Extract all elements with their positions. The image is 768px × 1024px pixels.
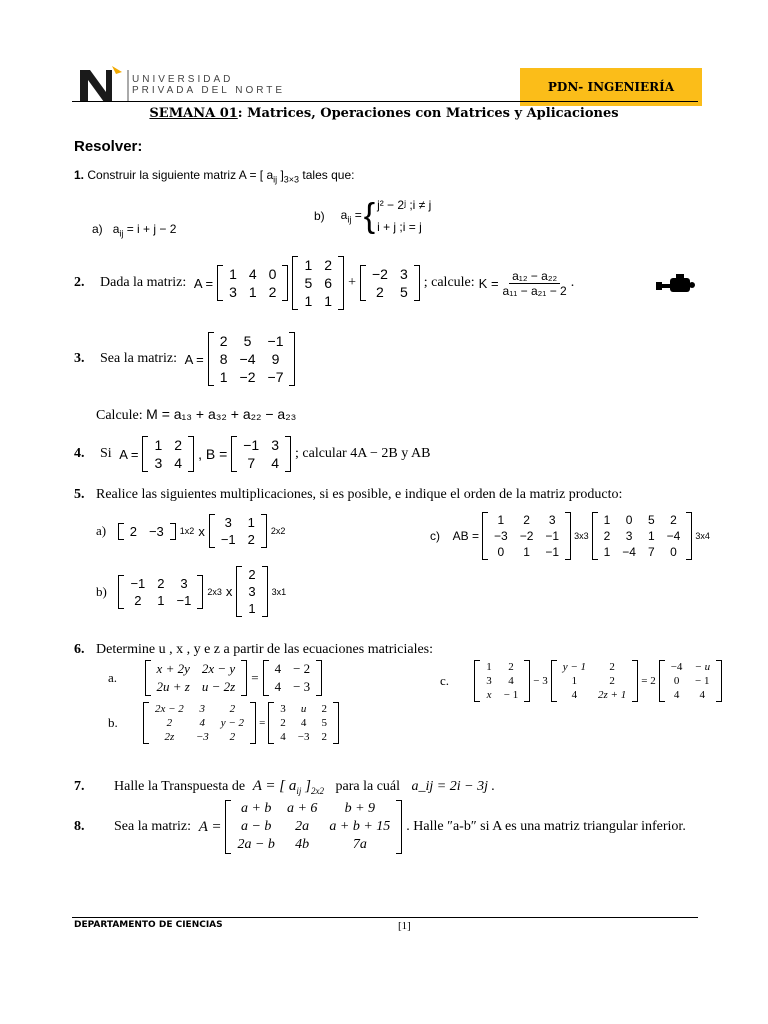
matrix: −4 − u 0 − 1 4 4: [659, 660, 722, 702]
section-title: Resolver:: [74, 138, 143, 155]
problem-6: 6. Determine u , x , y e z a partir de las ecuaciones matriciales:: [74, 642, 434, 657]
problem-1b: b) $a_{ij}$ = { j² − 2ʲ ;i ≠ j i + j ;i = j: [314, 197, 432, 235]
footer-divider: [72, 917, 698, 918]
problem-1a: a) $a_{ij} = i + j - 2$: [92, 222, 177, 239]
matrix: 1 4 0 3 1 2: [217, 265, 288, 301]
matrix: 3 1 −1 2: [209, 514, 267, 548]
problem-6a: a. x + 2y 2x − y 2u + z u − 2z = 4 − 2 4 − 3: [108, 660, 322, 696]
matrix: 1 2 3 −3 −2 −1 0 1 −1: [482, 512, 571, 560]
camera-icon: [656, 274, 696, 301]
problem-3: 3. Sea la matriz: A = 2 5 −1 8 −4 9 1 −2 −7: [74, 332, 295, 386]
matrix: −1 3 7 4: [231, 436, 291, 472]
problem-3-calc: Calcule: M = a₁₃ + a₃₂ + a₂₂ − a₂₃: [96, 406, 297, 423]
problem-8: 8. Sea la matriz: A = a + b a + 6 b + 9 a − b 2a a + b + 15 2a − b 4b 7a . Halle ″a-b″ si A es una matriz triangular inferior.: [74, 801, 686, 852]
matrix: 2 5 −1 8 −4 9 1 −2 −7: [208, 332, 296, 386]
problem-5a: a) 2 −3 1x2 x 3 1 −1 2 2x2: [96, 515, 286, 547]
matrix: 1 0 5 2 2 3 1 −4 1 −4 7 0: [592, 512, 693, 560]
problem-7: 7. Halle la Transpuesta de A = [ $a_{ij}$ ]$_{2x2}$ para la cuál a_ij = 2i − 3j .: [74, 778, 495, 796]
matrix: 1 2 3 4: [142, 436, 194, 472]
matrix: 1 2 5 6 1 1: [292, 256, 344, 310]
matrix: 2x − 2 3 2 2 4 y − 2 2z −3 2: [143, 702, 256, 744]
page-title: SEMANA 01: Matrices, Operaciones con Matrices y Aplicaciones: [149, 106, 619, 121]
problem-6b: b. 2x − 2 3 2 2 4 y − 2 2z −3 2 = 3 u 2 2 4 5 4 −3 2: [108, 702, 339, 744]
problem-2: 2. Dada la matriz: A = 1 4 0 3 1 2 1 2 5 6 1 1 + −2 3 2 5 ; calcule: K = $\frac{\text{a₁₂ − a₂₂}}{\text{a₁₁ − a₂₁ − 2}}$ .: [74, 257, 575, 309]
logo-text: UNIVERSIDAD PRIVADA DEL NORTE: [132, 74, 286, 96]
page-number: [1]: [398, 920, 411, 932]
matrix: x + 2y 2x − y 2u + z u − 2z: [145, 660, 248, 696]
problem-5c: c) AB = 1 2 3 −3 −2 −1 0 1 −1 3x3 1 0 5 2 2 3 1 −4 1 −4 7 0 3x4: [430, 513, 710, 559]
matrix: 4 − 2 4 − 3: [263, 660, 323, 696]
problem-1: 1. Construir la siguiente matriz A = [ $a_{ij}$ ]$_{3\times 3}$ tales que:: [74, 168, 355, 185]
problem-6c: c. 1 2 3 4 x − 1 − 3 y − 1 2 1 2 4 2z + 1 = 2 −4 − u 0 − 1 4 4: [440, 660, 722, 702]
matrix: y − 1 2 1 2 4 2z + 1: [551, 660, 639, 702]
matrix: −1 2 3 2 1 −1: [118, 575, 203, 609]
problem-4: 4. Si A = 1 2 3 4 , B = −1 3 7 4 ; calcular 4A − 2B y AB: [74, 437, 431, 471]
matrix: 1 2 3 4 x − 1: [474, 660, 530, 702]
matrix: −2 3 2 5: [360, 265, 420, 301]
matrix: 2 −3: [118, 523, 176, 540]
problem-5: 5. Realice las siguientes multiplicaciones, si es posible, e indique el orden de la matriz producto:: [74, 487, 623, 502]
footer-department: DEPARTAMENTO DE CIENCIAS: [74, 920, 223, 930]
program-badge: PDN- INGENIERÍA: [520, 68, 702, 106]
header-divider: [72, 101, 698, 102]
problem-5b: b) −1 2 3 2 1 −1 2x3 x 2 3 1 3x1: [96, 567, 287, 616]
matrix: 2 3 1: [236, 566, 267, 617]
matrix: 3 u 2 2 4 5 4 −3 2: [268, 702, 339, 744]
matrix: a + b a + 6 b + 9 a − b 2a a + b + 15 2a − b 4b 7a: [225, 800, 402, 854]
